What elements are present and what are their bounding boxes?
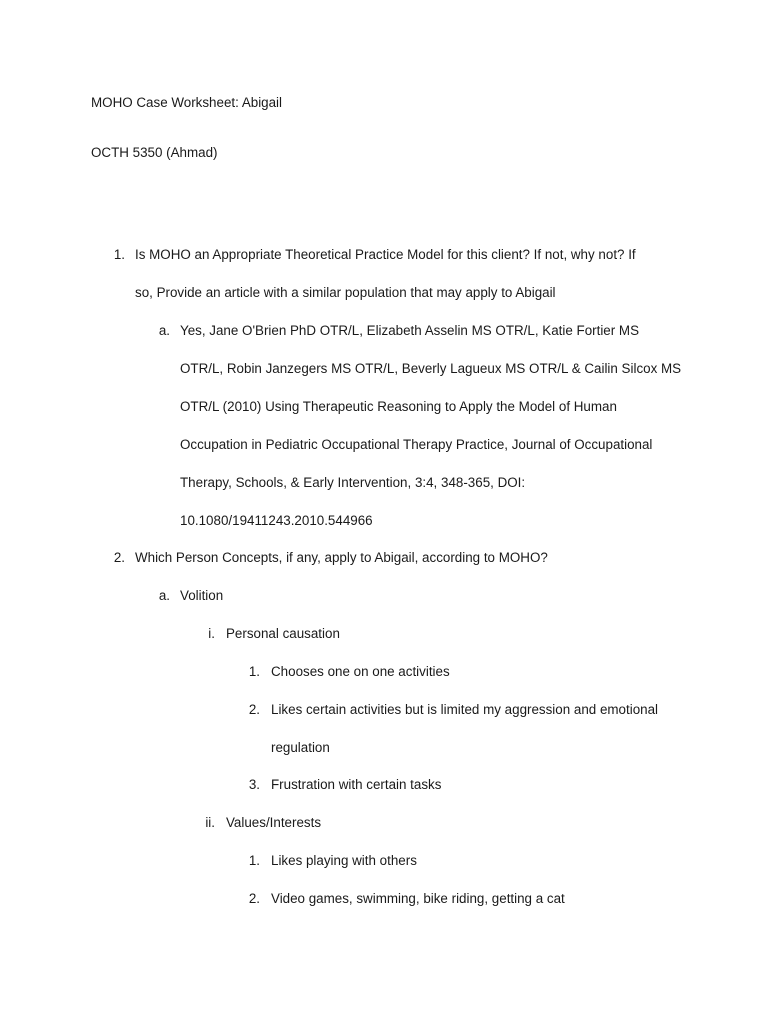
- list-item-marker: 1.: [248, 853, 260, 868]
- question-2-text-line: Which Person Concepts, if any, apply to Abigail, according to MOHO?: [135, 550, 548, 565]
- question-1-number: 1.: [113, 247, 125, 262]
- document-title: MOHO Case Worksheet: Abigail: [91, 95, 283, 110]
- list-item: Video games, swimming, bike riding, getting a cat: [271, 891, 565, 906]
- personal-causation-label: Personal causation: [226, 626, 340, 641]
- personal-causation-marker: i.: [208, 626, 215, 641]
- list-item: Likes certain activities but is limited my aggression and emotional: [271, 702, 659, 717]
- list-item-marker: 2.: [248, 702, 260, 717]
- volition-label: Volition: [180, 588, 224, 603]
- list-item-marker: 2.: [248, 891, 260, 906]
- answer-text-line: OTR/L, Robin Janzegers MS OTR/L, Beverly Lagueux MS OTR/L & Cailin Silcox MS: [180, 361, 682, 376]
- list-item-marker: 3.: [248, 777, 260, 792]
- course-code: OCTH 5350 (Ahmad): [91, 145, 218, 160]
- volition-marker: a.: [158, 588, 170, 603]
- list-item: Likes playing with others: [271, 853, 417, 868]
- question-1-text-line: so, Provide an article with a similar population that may apply to Abigail: [135, 285, 556, 300]
- answer-a-marker: a.: [158, 323, 170, 338]
- list-item-continuation: regulation: [271, 740, 330, 755]
- list-item-marker: 1.: [248, 664, 260, 679]
- list-item: Frustration with certain tasks: [271, 777, 442, 792]
- question-1-text-line: Is MOHO an Appropriate Theoretical Practice Model for this client? If not, why not? If: [135, 247, 636, 262]
- answer-text-line: OTR/L (2010) Using Therapeutic Reasoning to Apply the Model of Human: [180, 399, 617, 414]
- answer-text-line: 10.1080/19411243.2010.544966: [180, 513, 373, 528]
- question-2-number: 2.: [113, 550, 125, 565]
- answer-text-line: Yes, Jane O'Brien PhD OTR/L, Elizabeth Asselin MS OTR/L, Katie Fortier MS: [180, 323, 640, 338]
- values-interests-label: Values/Interests: [226, 815, 322, 830]
- values-interests-marker: ii.: [205, 815, 215, 830]
- answer-text-line: Occupation in Pediatric Occupational Therapy Practice, Journal of Occupational: [180, 437, 653, 452]
- answer-text-line: Therapy, Schools, & Early Intervention, 3:4, 348-365, DOI:: [180, 475, 526, 490]
- list-item: Chooses one on one activities: [271, 664, 450, 679]
